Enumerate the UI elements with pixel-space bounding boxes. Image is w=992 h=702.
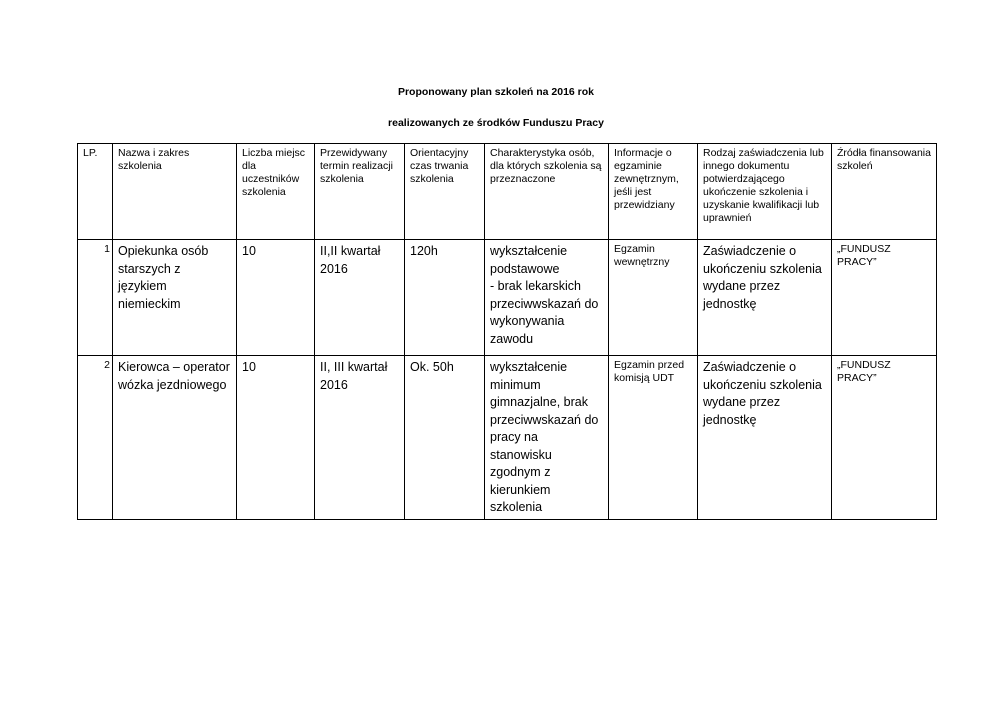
cell-zaswiadczenie: Zaświadczenie o ukończeniu szkolenia wydane przez jednostkę bbox=[698, 356, 832, 520]
cell-charakterystyka-line1: wykształcenie minimum gimnazjalne, brak przeciwwskazań do pracy na stanowisku zgodnym z kierunkiem szkolenia bbox=[490, 360, 599, 514]
cell-liczba: 10 bbox=[237, 240, 315, 356]
cell-lp: 2 bbox=[78, 356, 113, 520]
cell-egzamin: Egzamin wewnętrzny bbox=[609, 240, 698, 356]
cell-czas: Ok. 50h bbox=[405, 356, 485, 520]
cell-charakterystyka bbox=[485, 356, 609, 520]
cell-nazwa: Opiekunka osób starszych z językiem niemieckim bbox=[113, 240, 237, 356]
table-header-row bbox=[78, 144, 937, 240]
document-title: Proponowany plan szkoleń na 2016 rok bbox=[397, 86, 595, 98]
cell-zrodla: „FUNDUSZ PRACY” bbox=[832, 240, 937, 356]
cell-nazwa: Kierowca – operator wózka jezdniowego bbox=[113, 356, 237, 520]
document-subtitle: realizowanych ze środków Funduszu Pracy bbox=[388, 117, 604, 129]
cell-egzamin: Egzamin przed komisją UDT bbox=[609, 356, 698, 520]
cell-termin: II, III kwartał 2016 bbox=[315, 356, 405, 520]
header-charakterystyka: Charakterystyka osób, dla których szkolenia są przeznaczone bbox=[485, 144, 609, 240]
table-row bbox=[78, 240, 937, 356]
cell-lp: 1 bbox=[78, 240, 113, 356]
cell-liczba: 10 bbox=[237, 356, 315, 520]
cell-charakterystyka-line2: - brak lekarskich przeciwwskazań do wykonywania zawodu bbox=[490, 279, 599, 346]
training-plan-table bbox=[77, 143, 937, 520]
cell-charakterystyka bbox=[485, 240, 609, 356]
header-termin: Przewidywany termin realizacji szkolenia bbox=[315, 144, 405, 240]
cell-termin: II,II kwartał 2016 bbox=[315, 240, 405, 356]
header-liczba: Liczba miejsc dla uczestników szkolenia bbox=[237, 144, 315, 240]
cell-czas: 120h bbox=[405, 240, 485, 356]
cell-zrodla: „FUNDUSZ PRACY” bbox=[832, 356, 937, 520]
header-lp: LP. bbox=[78, 144, 113, 240]
header-czas: Orientacyjny czas trwania szkolenia bbox=[405, 144, 485, 240]
cell-zaswiadczenie: Zaświadczenie o ukończeniu szkolenia wydane przez jednostkę bbox=[698, 240, 832, 356]
table-row bbox=[78, 356, 937, 520]
header-nazwa: Nazwa i zakres szkolenia bbox=[113, 144, 237, 240]
header-egzamin: Informacje o egzaminie zewnętrznym, jeśli jest przewidziany bbox=[609, 144, 698, 240]
header-zrodla: Źródła finansowania szkoleń bbox=[832, 144, 937, 240]
header-zaswiadczenie: Rodzaj zaświadczenia lub innego dokumentu potwierdzającego ukończenie szkolenia i uzyskanie kwalifikacji lub uprawnień bbox=[698, 144, 832, 240]
cell-charakterystyka-line1: wykształcenie podstawowe bbox=[490, 244, 568, 276]
